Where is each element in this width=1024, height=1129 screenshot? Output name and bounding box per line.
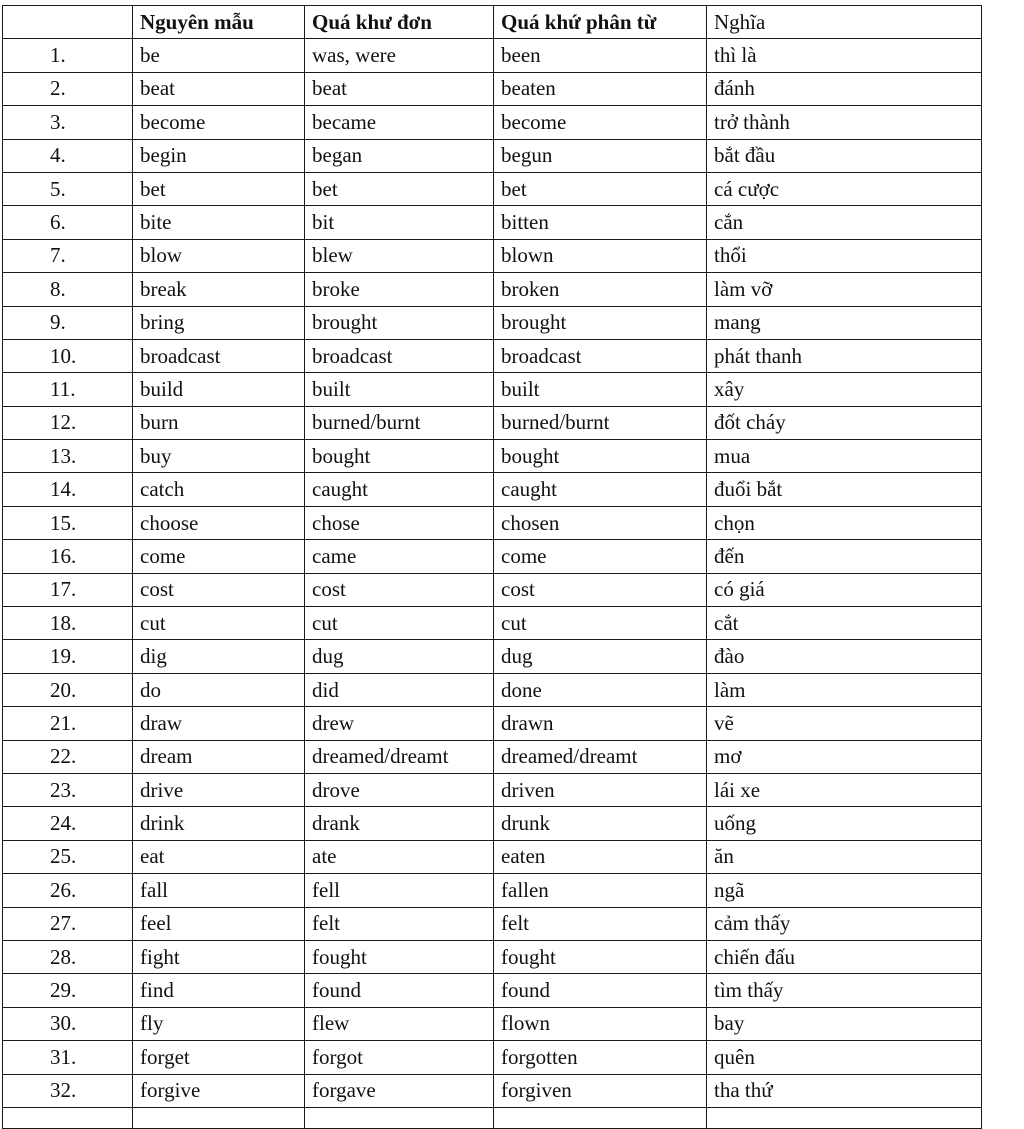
row-number: 22. (3, 740, 133, 773)
past-simple-cell: drank (305, 807, 494, 840)
past-simple-cell: burned/burnt (305, 406, 494, 439)
past-simple-cell: did (305, 673, 494, 706)
table-row (3, 974, 982, 1007)
meaning-cell: lái xe (707, 773, 982, 806)
table-row (3, 540, 982, 573)
table-row (3, 573, 982, 606)
row-number: 13. (3, 440, 133, 473)
past-participle-cell: brought (494, 306, 707, 339)
past-participle-cell: caught (494, 473, 707, 506)
base-form-cell: find (133, 974, 305, 1007)
past-participle-cell: forgiven (494, 1074, 707, 1107)
meaning-cell: có giá (707, 573, 982, 606)
row-number: 5. (3, 172, 133, 205)
row-number: 21. (3, 707, 133, 740)
meaning-cell: mang (707, 306, 982, 339)
table-row (3, 406, 982, 439)
base-form-cell: feel (133, 907, 305, 940)
base-form-cell: drink (133, 807, 305, 840)
table-row (3, 607, 982, 640)
meaning-cell: đào (707, 640, 982, 673)
meaning-cell: làm (707, 673, 982, 706)
meaning-cell: đuổi bắt (707, 473, 982, 506)
base-form-cell: burn (133, 406, 305, 439)
past-simple-cell: cut (305, 607, 494, 640)
table-row (3, 306, 982, 339)
past-simple-cell: bet (305, 172, 494, 205)
header-past-participle: Quá khứ phân từ (494, 6, 707, 39)
past-participle-cell: begun (494, 139, 707, 172)
past-simple-cell: flew (305, 1007, 494, 1040)
past-simple-cell: broadcast (305, 339, 494, 372)
table-row (3, 106, 982, 139)
past-simple-cell: ate (305, 840, 494, 873)
past-participle-cell: forgotten (494, 1041, 707, 1074)
meaning-cell: bay (707, 1007, 982, 1040)
past-participle-cell: dug (494, 640, 707, 673)
meaning-cell: ăn (707, 840, 982, 873)
table-row (3, 206, 982, 239)
meaning-cell: chiến đấu (707, 940, 982, 973)
past-participle-cell: beaten (494, 72, 707, 105)
header-number (3, 6, 133, 39)
past-simple-cell: broke (305, 273, 494, 306)
past-simple-cell: brought (305, 306, 494, 339)
past-participle-cell: felt (494, 907, 707, 940)
table-row (3, 840, 982, 873)
table-row (3, 673, 982, 706)
past-participle-cell: bet (494, 172, 707, 205)
past-simple-cell: fell (305, 874, 494, 907)
table-row (3, 1074, 982, 1107)
base-form-cell: fly (133, 1007, 305, 1040)
meaning-cell: vẽ (707, 707, 982, 740)
base-form-cell: be (133, 39, 305, 72)
past-simple-cell: began (305, 139, 494, 172)
base-form-cell: fight (133, 940, 305, 973)
meaning-cell: quên (707, 1041, 982, 1074)
past-simple-cell: found (305, 974, 494, 1007)
row-number: 3. (3, 106, 133, 139)
base-form-cell: drive (133, 773, 305, 806)
meaning-cell: cá cược (707, 172, 982, 205)
meaning-cell: tìm thấy (707, 974, 982, 1007)
table-row (3, 740, 982, 773)
past-participle-cell: found (494, 974, 707, 1007)
base-form-cell: beat (133, 72, 305, 105)
empty-cell (707, 1107, 982, 1128)
base-form-cell: forgive (133, 1074, 305, 1107)
past-participle-cell: cut (494, 607, 707, 640)
table-row (3, 39, 982, 72)
past-participle-cell: burned/burnt (494, 406, 707, 439)
base-form-cell: cost (133, 573, 305, 606)
row-number: 30. (3, 1007, 133, 1040)
base-form-cell: bring (133, 306, 305, 339)
meaning-cell: mơ (707, 740, 982, 773)
base-form-cell: broadcast (133, 339, 305, 372)
row-number: 23. (3, 773, 133, 806)
table-row (3, 874, 982, 907)
meaning-cell: phát thanh (707, 339, 982, 372)
base-form-cell: build (133, 373, 305, 406)
past-participle-cell: become (494, 106, 707, 139)
past-participle-cell: driven (494, 773, 707, 806)
past-simple-cell: forgave (305, 1074, 494, 1107)
past-participle-cell: blown (494, 239, 707, 272)
table-row (3, 807, 982, 840)
base-form-cell: forget (133, 1041, 305, 1074)
past-simple-cell: fought (305, 940, 494, 973)
past-simple-cell: became (305, 106, 494, 139)
past-participle-cell: broadcast (494, 339, 707, 372)
header-meaning: Nghĩa (707, 6, 982, 39)
past-participle-cell: come (494, 540, 707, 573)
base-form-cell: come (133, 540, 305, 573)
row-number: 31. (3, 1041, 133, 1074)
past-simple-cell: dug (305, 640, 494, 673)
meaning-cell: chọn (707, 506, 982, 539)
past-simple-cell: built (305, 373, 494, 406)
table-row-partial (3, 1107, 982, 1128)
past-participle-cell: fallen (494, 874, 707, 907)
row-number: 10. (3, 339, 133, 372)
row-number: 11. (3, 373, 133, 406)
base-form-cell: dig (133, 640, 305, 673)
row-number: 25. (3, 840, 133, 873)
past-simple-cell: dreamed/dreamt (305, 740, 494, 773)
meaning-cell: trở thành (707, 106, 982, 139)
past-simple-cell: was, were (305, 39, 494, 72)
past-participle-cell: broken (494, 273, 707, 306)
meaning-cell: xây (707, 373, 982, 406)
row-number: 8. (3, 273, 133, 306)
past-participle-cell: done (494, 673, 707, 706)
past-participle-cell: bought (494, 440, 707, 473)
row-number: 4. (3, 139, 133, 172)
meaning-cell: đến (707, 540, 982, 573)
past-participle-cell: bitten (494, 206, 707, 239)
table-row (3, 72, 982, 105)
row-number: 20. (3, 673, 133, 706)
row-number: 28. (3, 940, 133, 973)
meaning-cell: thì là (707, 39, 982, 72)
past-simple-cell: blew (305, 239, 494, 272)
base-form-cell: bite (133, 206, 305, 239)
row-number: 16. (3, 540, 133, 573)
row-number: 29. (3, 974, 133, 1007)
past-simple-cell: bit (305, 206, 494, 239)
row-number: 9. (3, 306, 133, 339)
row-number: 26. (3, 874, 133, 907)
past-participle-cell: fought (494, 940, 707, 973)
table-row (3, 506, 982, 539)
row-number: 12. (3, 406, 133, 439)
past-simple-cell: caught (305, 473, 494, 506)
row-number: 2. (3, 72, 133, 105)
past-simple-cell: bought (305, 440, 494, 473)
past-participle-cell: flown (494, 1007, 707, 1040)
past-participle-cell: been (494, 39, 707, 72)
base-form-cell: blow (133, 239, 305, 272)
row-number: 7. (3, 239, 133, 272)
table-row (3, 473, 982, 506)
meaning-cell: đốt cháy (707, 406, 982, 439)
past-participle-cell: eaten (494, 840, 707, 873)
table-body (3, 39, 982, 1129)
table-row (3, 273, 982, 306)
past-simple-cell: came (305, 540, 494, 573)
past-participle-cell: chosen (494, 506, 707, 539)
base-form-cell: buy (133, 440, 305, 473)
table-row (3, 239, 982, 272)
past-simple-cell: cost (305, 573, 494, 606)
past-simple-cell: beat (305, 72, 494, 105)
past-participle-cell: cost (494, 573, 707, 606)
past-participle-cell: drawn (494, 707, 707, 740)
header-base-form: Nguyên mẫu (133, 6, 305, 39)
table-row (3, 373, 982, 406)
meaning-cell: ngã (707, 874, 982, 907)
table-row (3, 1041, 982, 1074)
row-number: 32. (3, 1074, 133, 1107)
table-row (3, 1007, 982, 1040)
row-number: 1. (3, 39, 133, 72)
row-number: 24. (3, 807, 133, 840)
table-row (3, 773, 982, 806)
table-row (3, 907, 982, 940)
base-form-cell: begin (133, 139, 305, 172)
past-participle-cell: dreamed/dreamt (494, 740, 707, 773)
row-number: 17. (3, 573, 133, 606)
table-row (3, 707, 982, 740)
past-simple-cell: forgot (305, 1041, 494, 1074)
table-row (3, 440, 982, 473)
empty-cell (305, 1107, 494, 1128)
past-participle-cell: built (494, 373, 707, 406)
past-simple-cell: felt (305, 907, 494, 940)
row-number: 15. (3, 506, 133, 539)
base-form-cell: bet (133, 172, 305, 205)
table-row (3, 172, 982, 205)
empty-cell (494, 1107, 707, 1128)
base-form-cell: catch (133, 473, 305, 506)
meaning-cell: thổi (707, 239, 982, 272)
table-row (3, 139, 982, 172)
irregular-verbs-table (2, 5, 982, 1129)
base-form-cell: choose (133, 506, 305, 539)
empty-cell (3, 1107, 133, 1128)
past-simple-cell: drove (305, 773, 494, 806)
past-participle-cell: drunk (494, 807, 707, 840)
base-form-cell: fall (133, 874, 305, 907)
meaning-cell: mua (707, 440, 982, 473)
meaning-cell: cắt (707, 607, 982, 640)
base-form-cell: draw (133, 707, 305, 740)
header-row (3, 6, 982, 39)
meaning-cell: tha thứ (707, 1074, 982, 1107)
past-simple-cell: chose (305, 506, 494, 539)
base-form-cell: eat (133, 840, 305, 873)
meaning-cell: cảm thấy (707, 907, 982, 940)
row-number: 19. (3, 640, 133, 673)
meaning-cell: bắt đầu (707, 139, 982, 172)
base-form-cell: become (133, 106, 305, 139)
base-form-cell: dream (133, 740, 305, 773)
row-number: 14. (3, 473, 133, 506)
header-past-simple: Quá khư đơn (305, 6, 494, 39)
base-form-cell: cut (133, 607, 305, 640)
meaning-cell: đánh (707, 72, 982, 105)
row-number: 27. (3, 907, 133, 940)
row-number: 6. (3, 206, 133, 239)
meaning-cell: làm vỡ (707, 273, 982, 306)
empty-cell (133, 1107, 305, 1128)
past-simple-cell: drew (305, 707, 494, 740)
meaning-cell: uống (707, 807, 982, 840)
table-row (3, 940, 982, 973)
table-row (3, 640, 982, 673)
base-form-cell: break (133, 273, 305, 306)
row-number: 18. (3, 607, 133, 640)
table-row (3, 339, 982, 372)
meaning-cell: cắn (707, 206, 982, 239)
base-form-cell: do (133, 673, 305, 706)
